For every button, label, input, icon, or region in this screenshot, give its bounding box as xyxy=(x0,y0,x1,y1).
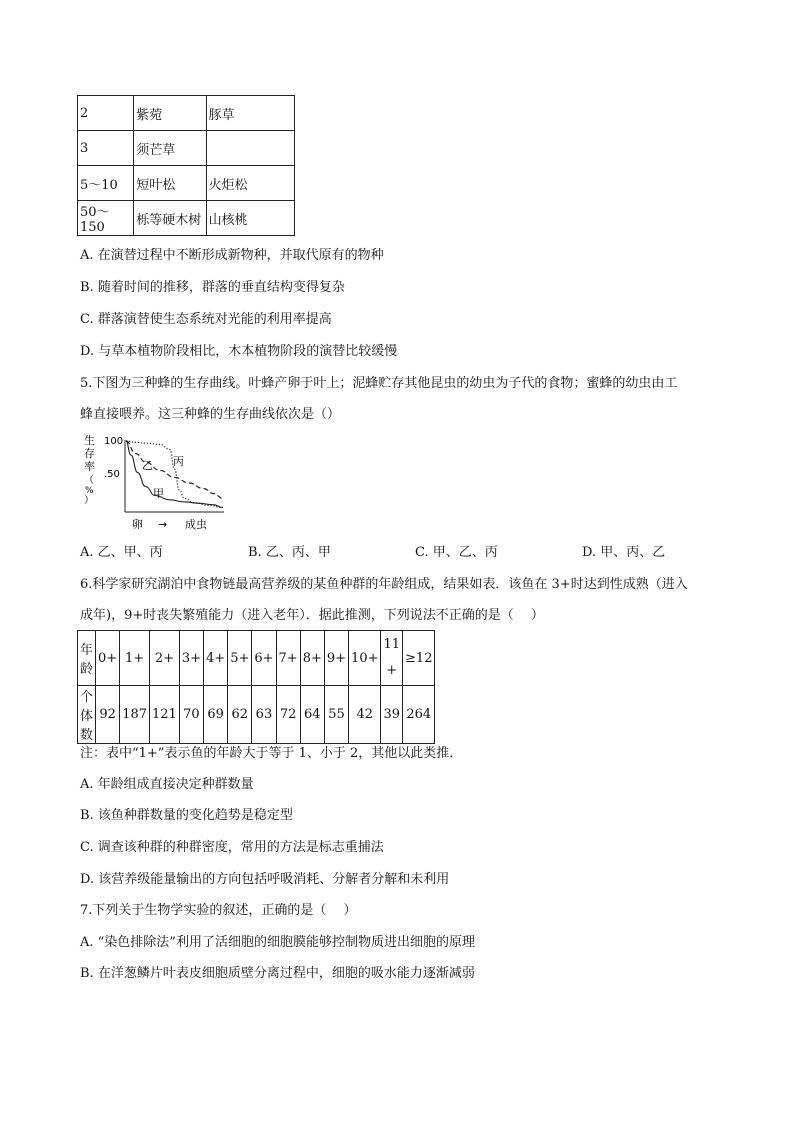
q6-stem-line1: 6.科学家研究湖泊中食物链最高营养级的某鱼种群的年龄组成，结果如表．该鱼在 3+时达到性成熟（进入 xyxy=(80,577,688,592)
series-label-yi: 乙 xyxy=(142,459,153,472)
count-cell: 62 xyxy=(228,686,252,744)
age-cell: 0+ xyxy=(96,631,120,686)
q6-note: 注：表中“1+”表示鱼的年龄大于等于 1、小于 2，其他以此类推． xyxy=(80,746,463,761)
count-cell: 187 xyxy=(120,686,150,744)
age-cell: 6+ xyxy=(252,631,276,686)
ylabel-char: 存 xyxy=(84,447,95,460)
table-row xyxy=(78,201,295,236)
x-label-adult: 成虫 xyxy=(185,518,207,531)
count-cell: 55 xyxy=(324,686,348,744)
ylabel-char: 生 xyxy=(84,434,95,447)
count-cell: 64 xyxy=(300,686,324,744)
count-cell: 69 xyxy=(204,686,228,744)
q6-option-a: A. 年龄组成直接决定种群数量 xyxy=(80,777,254,792)
q4-option-c: C. 群落演替使生态系统对光能的利用率提高 xyxy=(80,312,332,327)
table-cell xyxy=(206,131,294,166)
table-cell: 栎等硬木树 xyxy=(134,201,206,236)
q7-stem: 7.下列关于生物学实验的叙述，正确的是（ ） xyxy=(80,903,357,918)
age-cell: 1+ xyxy=(120,631,150,686)
age-cell: 7+ xyxy=(276,631,300,686)
series-line-1 xyxy=(126,441,223,498)
table-cell: 50～150 xyxy=(78,201,134,236)
y-tick-label-100: 100 xyxy=(104,436,124,447)
q5-option-b: B. 乙、丙、甲 xyxy=(248,545,331,560)
age-cell: 2+ xyxy=(150,631,180,686)
q7-option-a: A. “染色排除法”利用了活细胞的细胞膜能够控制物质进出细胞的原理 xyxy=(80,935,475,950)
table-cell: 紫菀 xyxy=(134,96,206,131)
table-cell: 短叶松 xyxy=(134,166,206,201)
count-cell: 92 xyxy=(96,686,120,744)
table-cell: 火炬松 xyxy=(206,166,294,201)
table-cell: 须芒草 xyxy=(134,131,206,166)
age-cell: 5+ xyxy=(228,631,252,686)
q4-option-a: A. 在演替过程中不断形成新物种，并取代原有的物种 xyxy=(80,248,384,263)
succession-table xyxy=(77,95,295,236)
count-cell: 121 xyxy=(150,686,180,744)
table-row xyxy=(78,166,295,201)
series-label-bing: 丙 xyxy=(173,455,184,468)
age-cell: 4+ xyxy=(204,631,228,686)
ylabel-char: （ xyxy=(84,475,94,486)
q5-option-a: A. 乙、甲、丙 xyxy=(80,545,163,560)
table-cell: 豚草 xyxy=(206,96,294,131)
q6-stem-line2: 成年)，9+时丧失繁殖能力（进入老年）．据此推测，下列说法不正确的是（ ） xyxy=(80,608,544,623)
q5-stem-line2: 蜂直接喂养。这三种蜂的生存曲线依次是（） xyxy=(80,407,341,422)
table-row xyxy=(78,131,295,166)
count-cell: 39 xyxy=(381,686,403,744)
count-cell: 264 xyxy=(403,686,435,744)
fish-age-table xyxy=(77,630,435,744)
table-row xyxy=(78,96,295,131)
q5-option-c: C. 甲、乙、丙 xyxy=(415,545,498,560)
q4-option-d: D. 与草本植物阶段相比，木本植物阶段的演替比较缓慢 xyxy=(80,344,398,359)
ylabel-char: 率 xyxy=(84,460,95,473)
age-header-cell: 年龄 xyxy=(78,631,96,686)
count-cell: 42 xyxy=(349,686,381,744)
age-cell: 10+ xyxy=(349,631,381,686)
table-cell: 3 xyxy=(78,131,134,166)
table-cell: 山核桃 xyxy=(206,201,294,236)
count-cell: 72 xyxy=(276,686,300,744)
table-cell: 2 xyxy=(78,96,134,131)
ylabel-char: % xyxy=(85,486,94,496)
q5-option-d: D. 甲、丙、乙 xyxy=(582,545,666,560)
age-cell: 9+ xyxy=(324,631,348,686)
series-label-jia: 甲 xyxy=(153,487,164,500)
ylabel-char: ） xyxy=(84,495,94,506)
q6-option-c: C. 调查该种群的种群密度，常用的方法是标志重捕法 xyxy=(80,840,384,855)
count-cell: 70 xyxy=(179,686,203,744)
table-row xyxy=(78,631,435,686)
age-cell: ≥12 xyxy=(403,631,435,686)
table-row xyxy=(78,686,435,744)
count-cell: 63 xyxy=(252,686,276,744)
y-tick-label-50: .50 xyxy=(104,469,120,480)
age-cell: 3+ xyxy=(179,631,203,686)
age-cell: 8+ xyxy=(300,631,324,686)
age-cell: 11+ xyxy=(381,631,403,686)
q6-option-b: B. 该鱼种群数量的变化趋势是稳定型 xyxy=(80,808,293,823)
q5-stem-line1: 5.下图为三种蜂的生存曲线。叶蜂产卵于叶上；泥蜂贮存其他昆虫的幼虫为子代的食物；蜜蜂的幼虫由工 xyxy=(80,376,678,391)
table-cell: 5～10 xyxy=(78,166,134,201)
x-label-arrow: → xyxy=(158,518,168,531)
x-label-egg: 卵 xyxy=(132,518,143,531)
series-line-2 xyxy=(126,441,223,508)
q4-option-b: B. 随着时间的推移，群落的垂直结构变得复杂 xyxy=(80,280,345,295)
series-line-0 xyxy=(126,441,223,508)
q7-option-b: B. 在洋葱鳞片叶表皮细胞质壁分离过程中，细胞的吸水能力逐渐减弱 xyxy=(80,966,475,981)
q6-option-d: D. 该营养级能量输出的方向包括呼吸消耗、分解者分解和未利用 xyxy=(80,872,450,887)
count-header-cell: 个体数 xyxy=(78,686,96,744)
survival-curve-chart xyxy=(80,432,230,532)
